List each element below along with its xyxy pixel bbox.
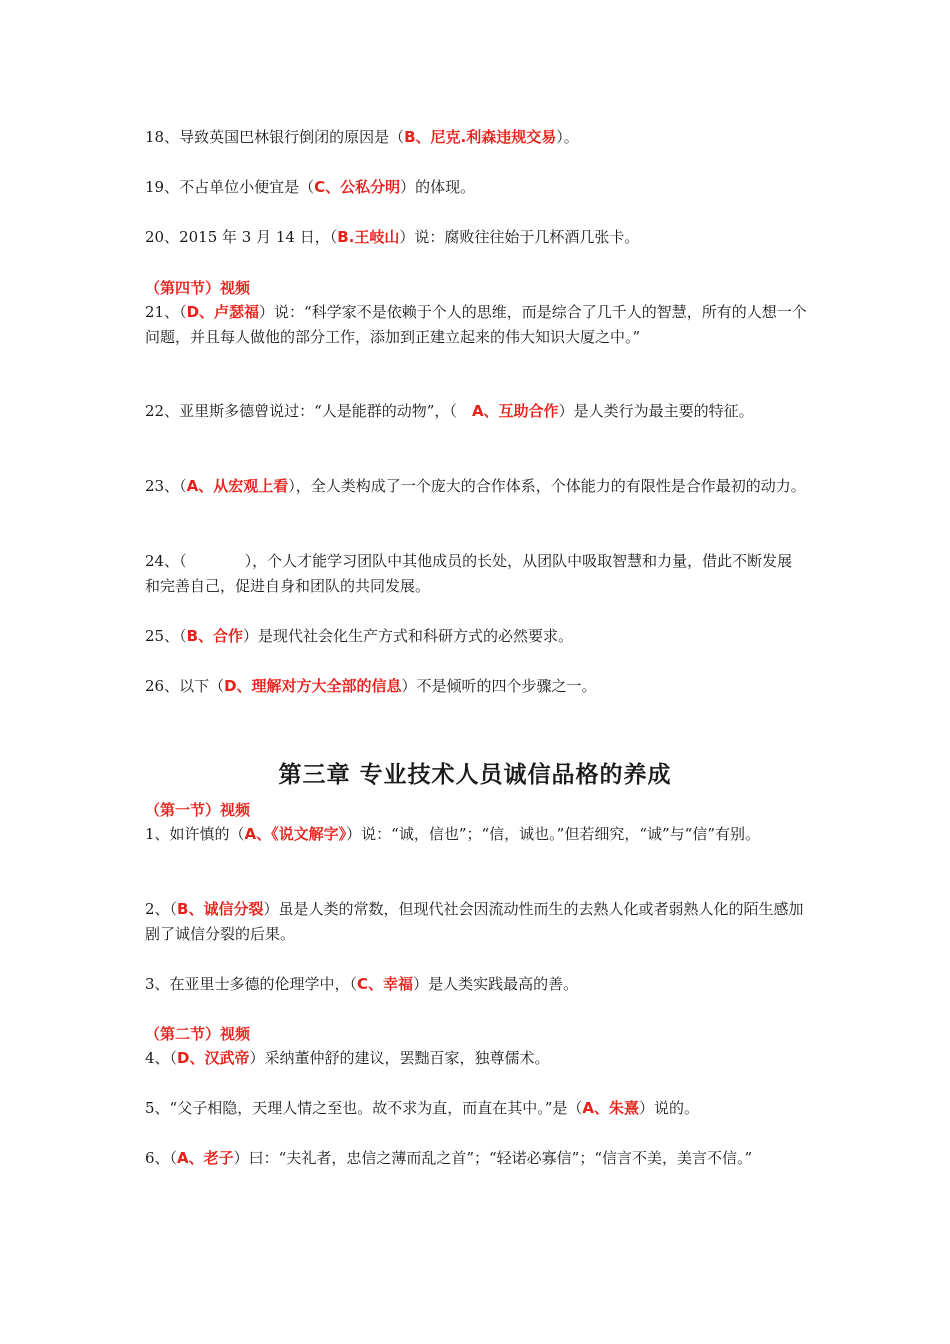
answer-text: B、尼克.利森违规交易 — [404, 128, 557, 146]
answer-text: A、从宏观上看 — [186, 477, 289, 495]
chapter3-question-1: 1、如许慎的（A、《说文解字》）说：“诚，信也”；“信，诚也。”但若细究，“诚”与“信”有别。 — [145, 825, 761, 843]
answer-text: A、《说文解字》 — [244, 825, 347, 843]
section-heading-4: （第四节）视频 — [145, 279, 251, 297]
chapter3-question-2: 2、（B、诚信分裂）虽是人类的常数，但现代社会因流动性而生的去熟人化或者弱熟人化的陌生感加剧了诚信分裂的后果。 — [145, 900, 804, 943]
answer-text: A、朱熹 — [582, 1099, 639, 1117]
question-25: 25、（B、合作）是现代社会化生产方式和科研方式的必然要求。 — [145, 627, 574, 645]
question-26: 26、以下（D、理解对方大全部的信息）不是倾听的四个步骤之一。 — [145, 677, 597, 695]
answer-text: D、卢瑟福 — [186, 303, 260, 321]
answer-text: B、合作 — [186, 627, 244, 645]
question-24: 24、（ ），个人才能学习团队中其他成员的长处，从团队中吸取智慧和力量，借此不断发展和完善自己，促进自身和团队的共同发展。 — [145, 552, 793, 595]
question-19: 19、不占单位小便宜是（C、公私分明）的体现。 — [145, 178, 476, 196]
answer-text: B.王岐山 — [337, 228, 400, 246]
chapter3-question-3: 3、在亚里士多德的伦理学中，（C、幸福）是人类实践最高的善。 — [145, 975, 579, 993]
answer-text: A、老子 — [177, 1149, 234, 1167]
answer-text: C、公私分明 — [314, 178, 401, 196]
answer-text: C、幸福 — [357, 975, 414, 993]
chapter-title: 第三章 专业技术人员诚信品格的养成 — [278, 762, 672, 788]
chapter3-question-6: 6、（A、老子）曰：“夫礼者，忠信之薄而乱之首”；“轻诺必寡信”；“信言不美，美言不信。” — [145, 1149, 753, 1167]
question-18: 18、导致英国巴林银行倒闭的原因是（B、尼克.利森违规交易）。 — [145, 128, 579, 146]
question-20: 20、2015 年 3 月 14 日，（B.王岐山）说：腐败往往始于几杯酒几张卡。 — [145, 228, 640, 246]
question-23: 23、（A、从宏观上看），全人类构成了一个庞大的合作体系，个体能力的有限性是合作最初的动力。 — [145, 477, 806, 495]
section-heading-1: （第一节）视频 — [145, 801, 251, 819]
answer-text: D、汉武帝 — [177, 1049, 250, 1067]
chapter3-question-4: 4、（D、汉武帝）采纳董仲舒的建议，罢黜百家，独尊儒术。 — [145, 1049, 550, 1067]
section-heading-2: （第二节）视频 — [145, 1025, 251, 1043]
answer-text: A、互助合作 — [471, 402, 559, 420]
question-21: 21、（D、卢瑟福）说：“科学家不是依赖于个人的思维，而是综合了几千人的智慧，所有的人想一个问题，并且每人做他的部分工作，添加到正建立起来的伟大知识大厦之中。” — [145, 303, 807, 346]
answer-text: B、诚信分裂 — [177, 900, 264, 918]
chapter3-question-5: 5、“父子相隐，天理人情之至也。故不求为直，而直在其中。”是（A、朱熹）说的。 — [145, 1099, 700, 1117]
answer-text: D、理解对方大全部的信息 — [224, 677, 402, 695]
question-22: 22、亚里斯多德曾说过：“人是能群的动物”，（ A、互助合作）是人类行为最主要的特征。 — [145, 402, 754, 420]
